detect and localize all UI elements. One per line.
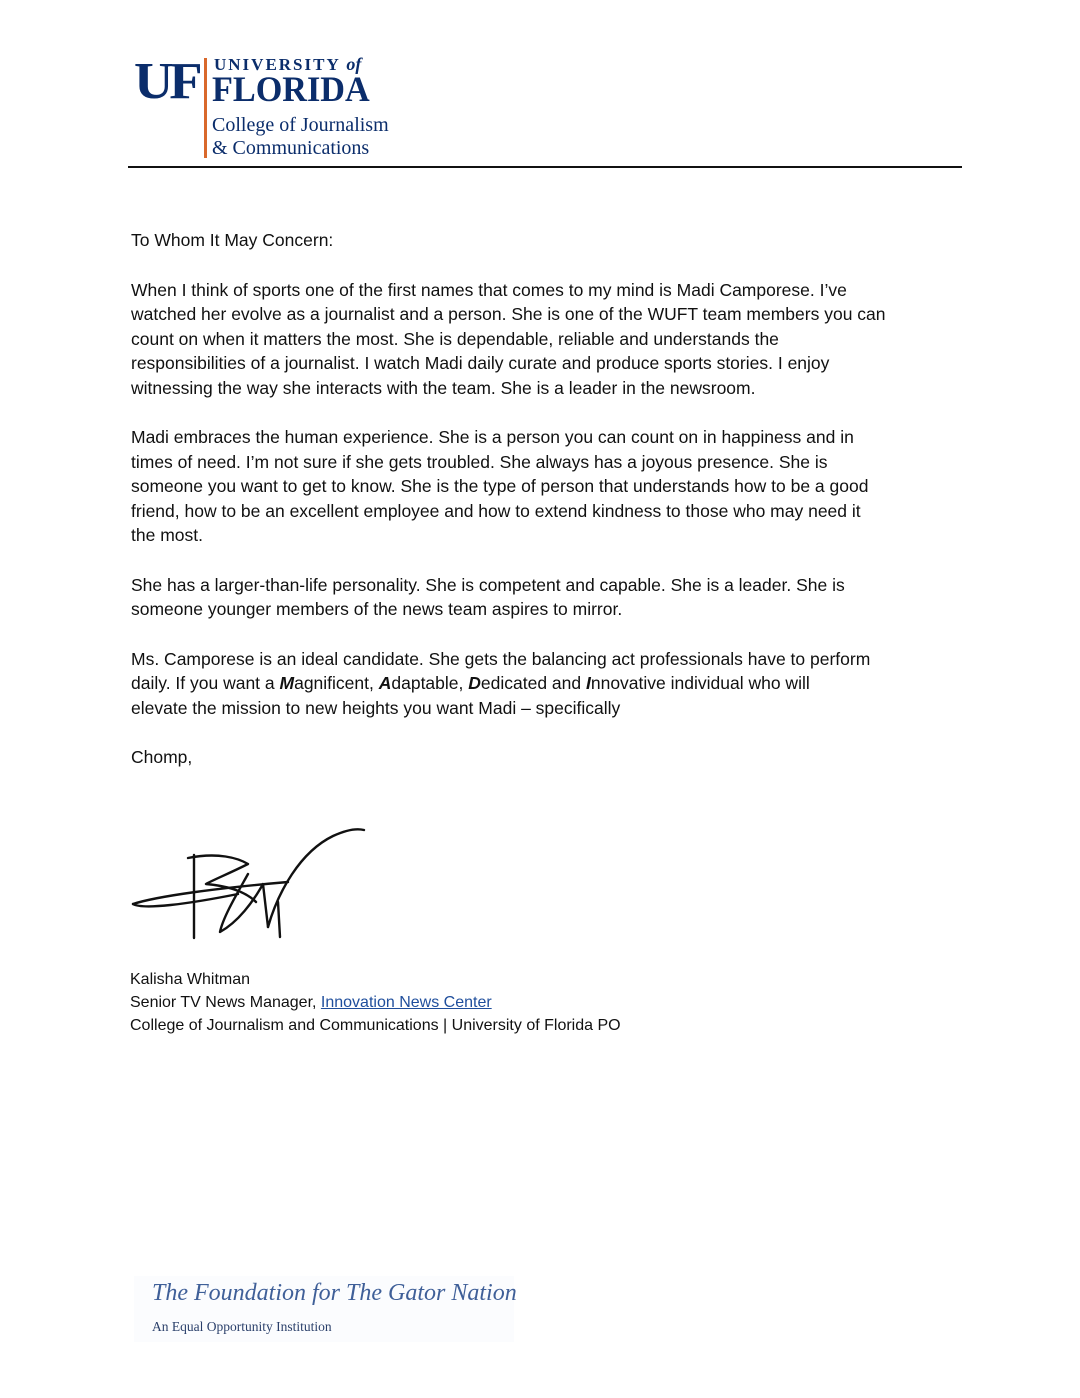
- signer-affiliation: College of Journalism and Communications | University of Florida PO: [130, 1017, 621, 1034]
- logo-college-line2: & Communications: [212, 137, 370, 159]
- logo-university-word: UNIVERSITY: [214, 55, 341, 74]
- acronym-m: M: [279, 673, 295, 693]
- logo-of: of: [346, 54, 362, 74]
- uf-logo: [134, 52, 434, 162]
- acronym-d: D: [468, 673, 481, 693]
- logo-divider: [204, 58, 207, 158]
- innovation-news-center-link[interactable]: Innovation News Center: [320, 994, 492, 1011]
- signer-name: Kalisha Whitman: [130, 971, 251, 988]
- closing: Chomp,: [131, 747, 193, 767]
- acronym-i-rest: nnovative individual who will: [590, 673, 810, 693]
- paragraph-3: She has a larger-than-life personality. She is competent and capable. She is a leader. She is someone younger members of the news team aspires to mirror.: [131, 574, 845, 619]
- logo-florida: FLORIDA: [212, 69, 370, 109]
- acronym-m-rest: agnificent,: [294, 673, 379, 693]
- logo-college-line1: College of Journalism: [212, 114, 389, 136]
- signature-block: [130, 968, 621, 1037]
- paragraph-2: Madi embraces the human experience. She is a person you can count on in happiness and in times of need. I’m not sure if she gets troubled. She always has a joyous presence. She is someone you want to get to know. She is the type of person that understands how to be a good friend, how to be an excellent employee and how to extend kindness to those who may need it the most.: [131, 427, 869, 545]
- handwritten-signature: [128, 822, 373, 947]
- acronym-a-rest: daptable,: [391, 673, 469, 693]
- salutation: To Whom It May Concern:: [131, 230, 334, 250]
- foundation-tagline: The Foundation for The Gator Nation: [152, 1280, 517, 1306]
- letter-body: [131, 228, 931, 795]
- signer-title: [130, 991, 621, 1014]
- header-rule: [128, 166, 962, 168]
- paragraph-4-line1: Ms. Camporese is an ideal candidate. She gets the balancing act professionals have to perform: [131, 648, 871, 669]
- footer-foundation: [134, 1276, 517, 1342]
- paragraph-1: When I think of sports one of the first names that comes to my mind is Madi Camporese. I’ve watched her evolve as a journalist and a person. She is one of the WUFT team members you can count on when it matters the most. She is dependable, reliable and understands the responsibilities of a journalist. I watch Madi daily curate and produce sports stories. I enjoy witnessing the way she interacts with the team. She is a leader in the newsroom.: [131, 279, 886, 398]
- acronym-i: I: [585, 673, 591, 693]
- acronym-d-rest: edicated and: [480, 673, 586, 693]
- equal-opportunity-text: An Equal Opportunity Institution: [152, 1319, 332, 1334]
- paragraph-4-prefix: daily. If you want a: [131, 673, 280, 693]
- paragraph-4: [131, 647, 931, 721]
- paragraph-4-line3: elevate the mission to new heights you want Madi – specifically: [131, 697, 621, 718]
- logo-college: [212, 114, 389, 160]
- signer-title-text: Senior TV News Manager,: [130, 994, 321, 1011]
- uf-monogram: UF: [134, 53, 199, 110]
- acronym-a: A: [378, 673, 392, 693]
